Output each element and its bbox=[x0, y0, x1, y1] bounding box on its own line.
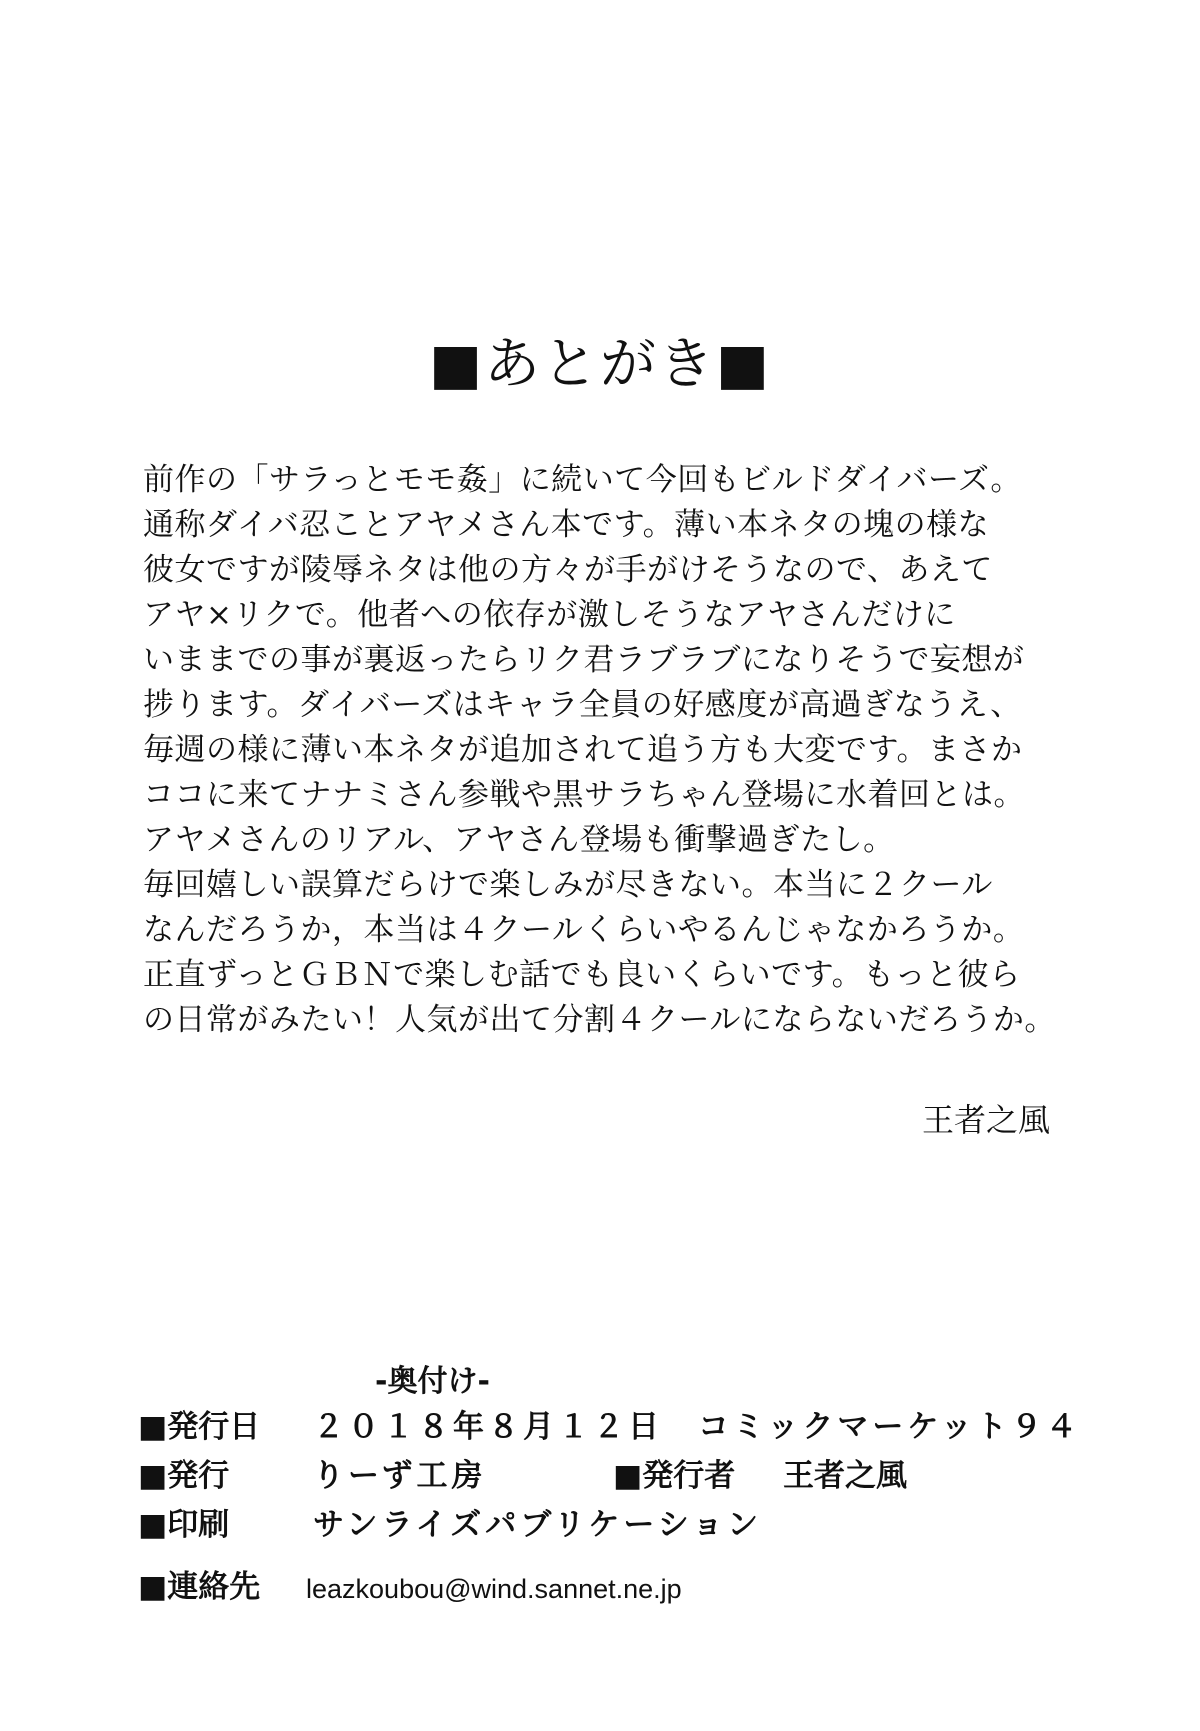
contact-label: ■連絡先 bbox=[138, 1569, 261, 1605]
author-signature: 王者之風 bbox=[921, 1101, 1050, 1139]
issuer-label: ■発行者 bbox=[613, 1458, 736, 1494]
afterword-line: 通称ダイバ忍ことアヤメさん本です。薄い本ネタの塊の様な bbox=[143, 507, 990, 543]
contact-email: leazkoubou@wind.sannet.ne.jp bbox=[306, 1574, 682, 1604]
publisher-label: ■発行 bbox=[138, 1458, 230, 1494]
afterword-body bbox=[143, 458, 1103, 1043]
afterword-line: ココに来てナナミさん参戦や黒サラちゃん登場に水着回とは。 bbox=[143, 777, 1025, 813]
afterword-line: 毎週の様に薄い本ネタが追加されて追う方も大変です。まさか bbox=[143, 732, 1023, 768]
afterword-line: 前作の「サラっとモモ姦」に続いて今回もビルドダイバーズ。 bbox=[143, 462, 1022, 498]
afterword-line: アヤメさんのリアル、アヤさん登場も衝撃過ぎたし。 bbox=[143, 822, 895, 858]
publisher-value: りーず工房 bbox=[313, 1458, 487, 1494]
issuer-value: 王者之風 bbox=[783, 1458, 907, 1494]
afterword-line: 正直ずっとＧＢＮで楽しむ話でも良いくらいです。もっと彼ら bbox=[143, 957, 1021, 993]
afterword-line: の日常がみたい！人気が出て分割４クールにならないだろうか。 bbox=[143, 1002, 1056, 1038]
colophon-heading: -奥付け- bbox=[375, 1364, 490, 1399]
afterword-line: 毎回嬉しい誤算だらけで楽しみが尽きない。本当に２クール bbox=[143, 867, 993, 903]
afterword-title: ■あとがき■ bbox=[429, 332, 771, 397]
afterword-line: アヤ×リクで。他者への依存が激しそうなアヤさんだけに bbox=[143, 597, 956, 633]
printer-value: サンライズパブリケーション bbox=[313, 1507, 763, 1543]
afterword-line: いままでの事が裏返ったらリク君ラブラブになりそうで妄想が bbox=[143, 642, 1025, 678]
afterword-line: なんだろうか，本当は４クールくらいやるんじゃなかろうか。 bbox=[143, 912, 1025, 948]
afterword-line: 彼女ですが陵辱ネタは他の方々が手がけそうなので、あえて bbox=[143, 552, 993, 588]
printer-label: ■印刷 bbox=[138, 1507, 230, 1543]
afterword-line: 捗ります。ダイバーズはキャラ全員の好感度が高過ぎなうえ、 bbox=[143, 687, 1022, 723]
publish-date-value: ２０１８年８月１２日 コミックマーケット９４ bbox=[313, 1409, 1081, 1445]
publish-date-label: ■発行日 bbox=[138, 1409, 261, 1445]
